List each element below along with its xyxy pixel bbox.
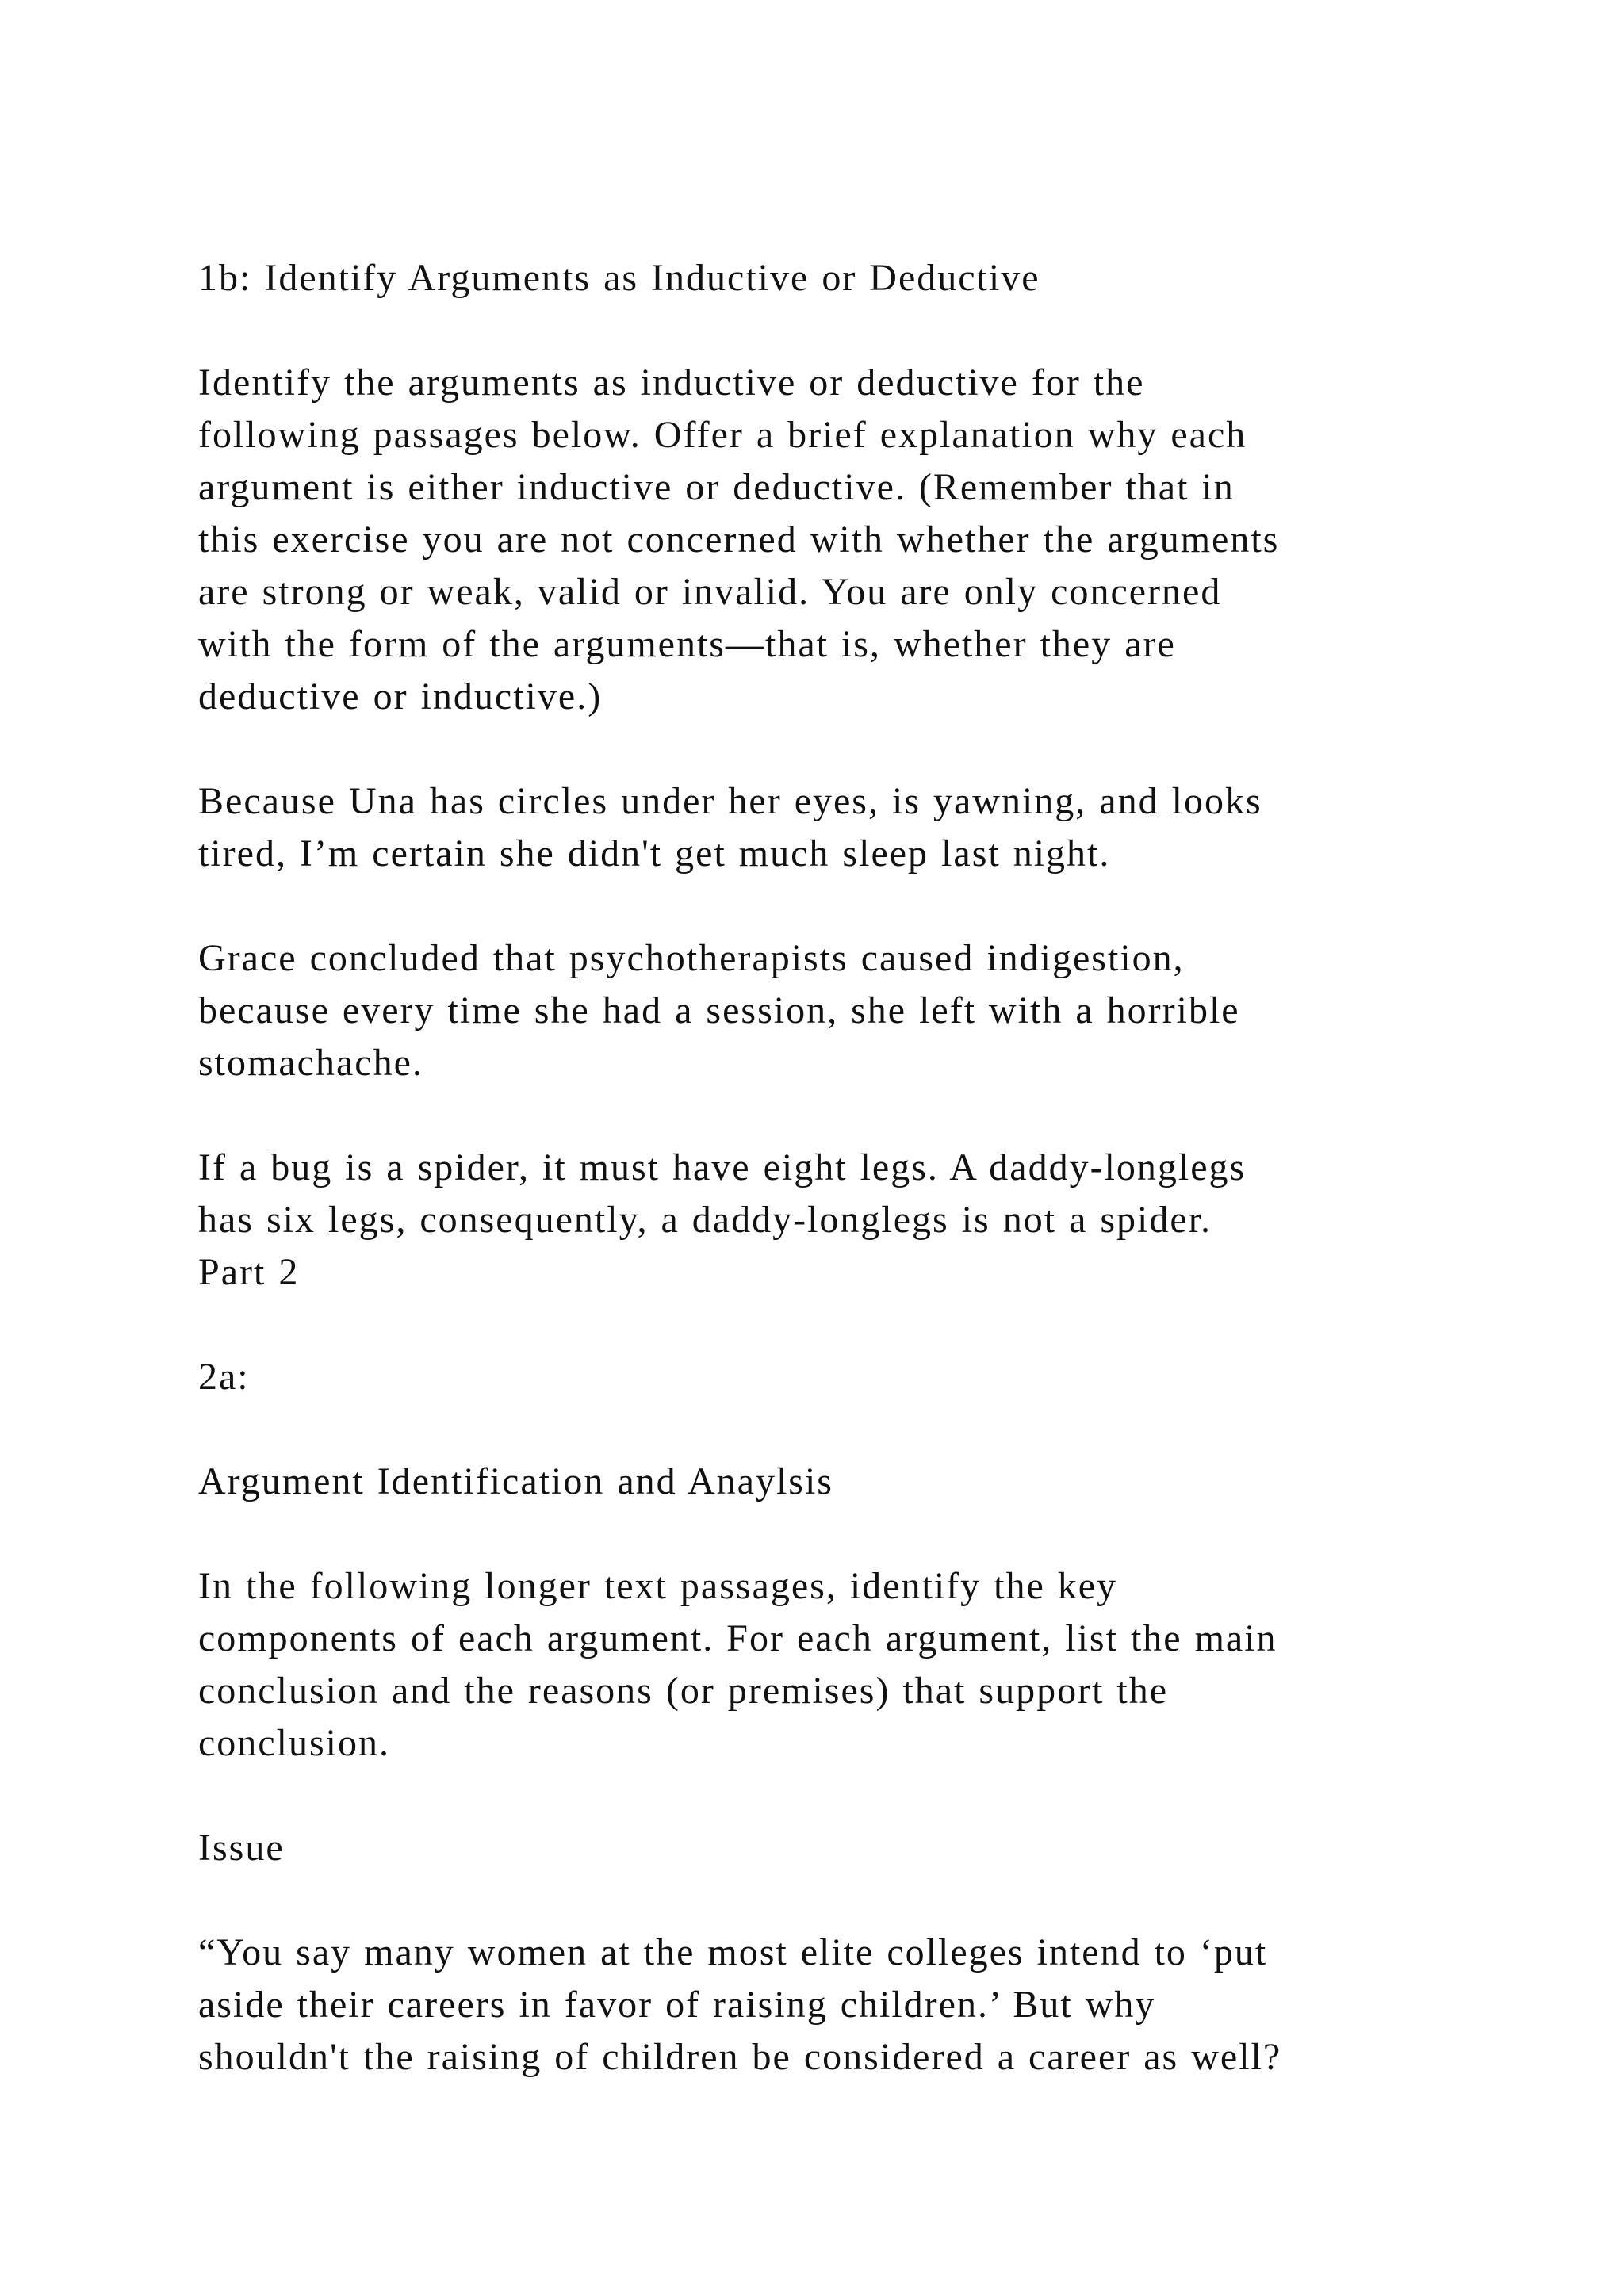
heading-1b: 1b: Identify Arguments as Inductive or Deductive (198, 257, 1040, 299)
passage-spider: If a bug is a spider, it must have eight legs. A daddy-longlegs has six legs, consequently, a daddy-longlegs is not a spider. (198, 1146, 1247, 1241)
heading-2a: 2a: (198, 1356, 250, 1398)
instructions-2a: In the following longer text passages, identify the key components of each argument. For each argument, list the main conclusion and the reasons (or premises) that support the conclusion. (198, 1565, 1277, 1764)
document-body (198, 252, 1499, 2136)
passage-una: Because Una has circles under her eyes, is yawning, and looks tired, I’m certain she didn't get much sleep last night. (198, 780, 1262, 874)
issue-passage: “You say many women at the most elite colleges intend to ‘put aside their careers in favor of raising children.’ But why shouldn't the raising of children be considered a career as well? (198, 1931, 1282, 2078)
issue-label: Issue (198, 1827, 285, 1869)
passage-grace: Grace concluded that psychotherapists caused indigestion, because every time she had a session, she left with a horrible stomachache. (198, 937, 1240, 1084)
part-2-heading: Part 2 (198, 1251, 300, 1293)
instructions-1b: Identify the arguments as inductive or deductive for the following passages below. Offer a brief explanation why each argument is either inductive or deductive. (Remember that in this exercise you are not concerned with whether the arguments are strong or weak, valid or invalid. You are only concerned with the form of the arguments—that is, whether they are deductive or inductive.) (198, 362, 1280, 718)
heading-argument-identification: Argument Identification and Anaylsis (198, 1460, 833, 1502)
